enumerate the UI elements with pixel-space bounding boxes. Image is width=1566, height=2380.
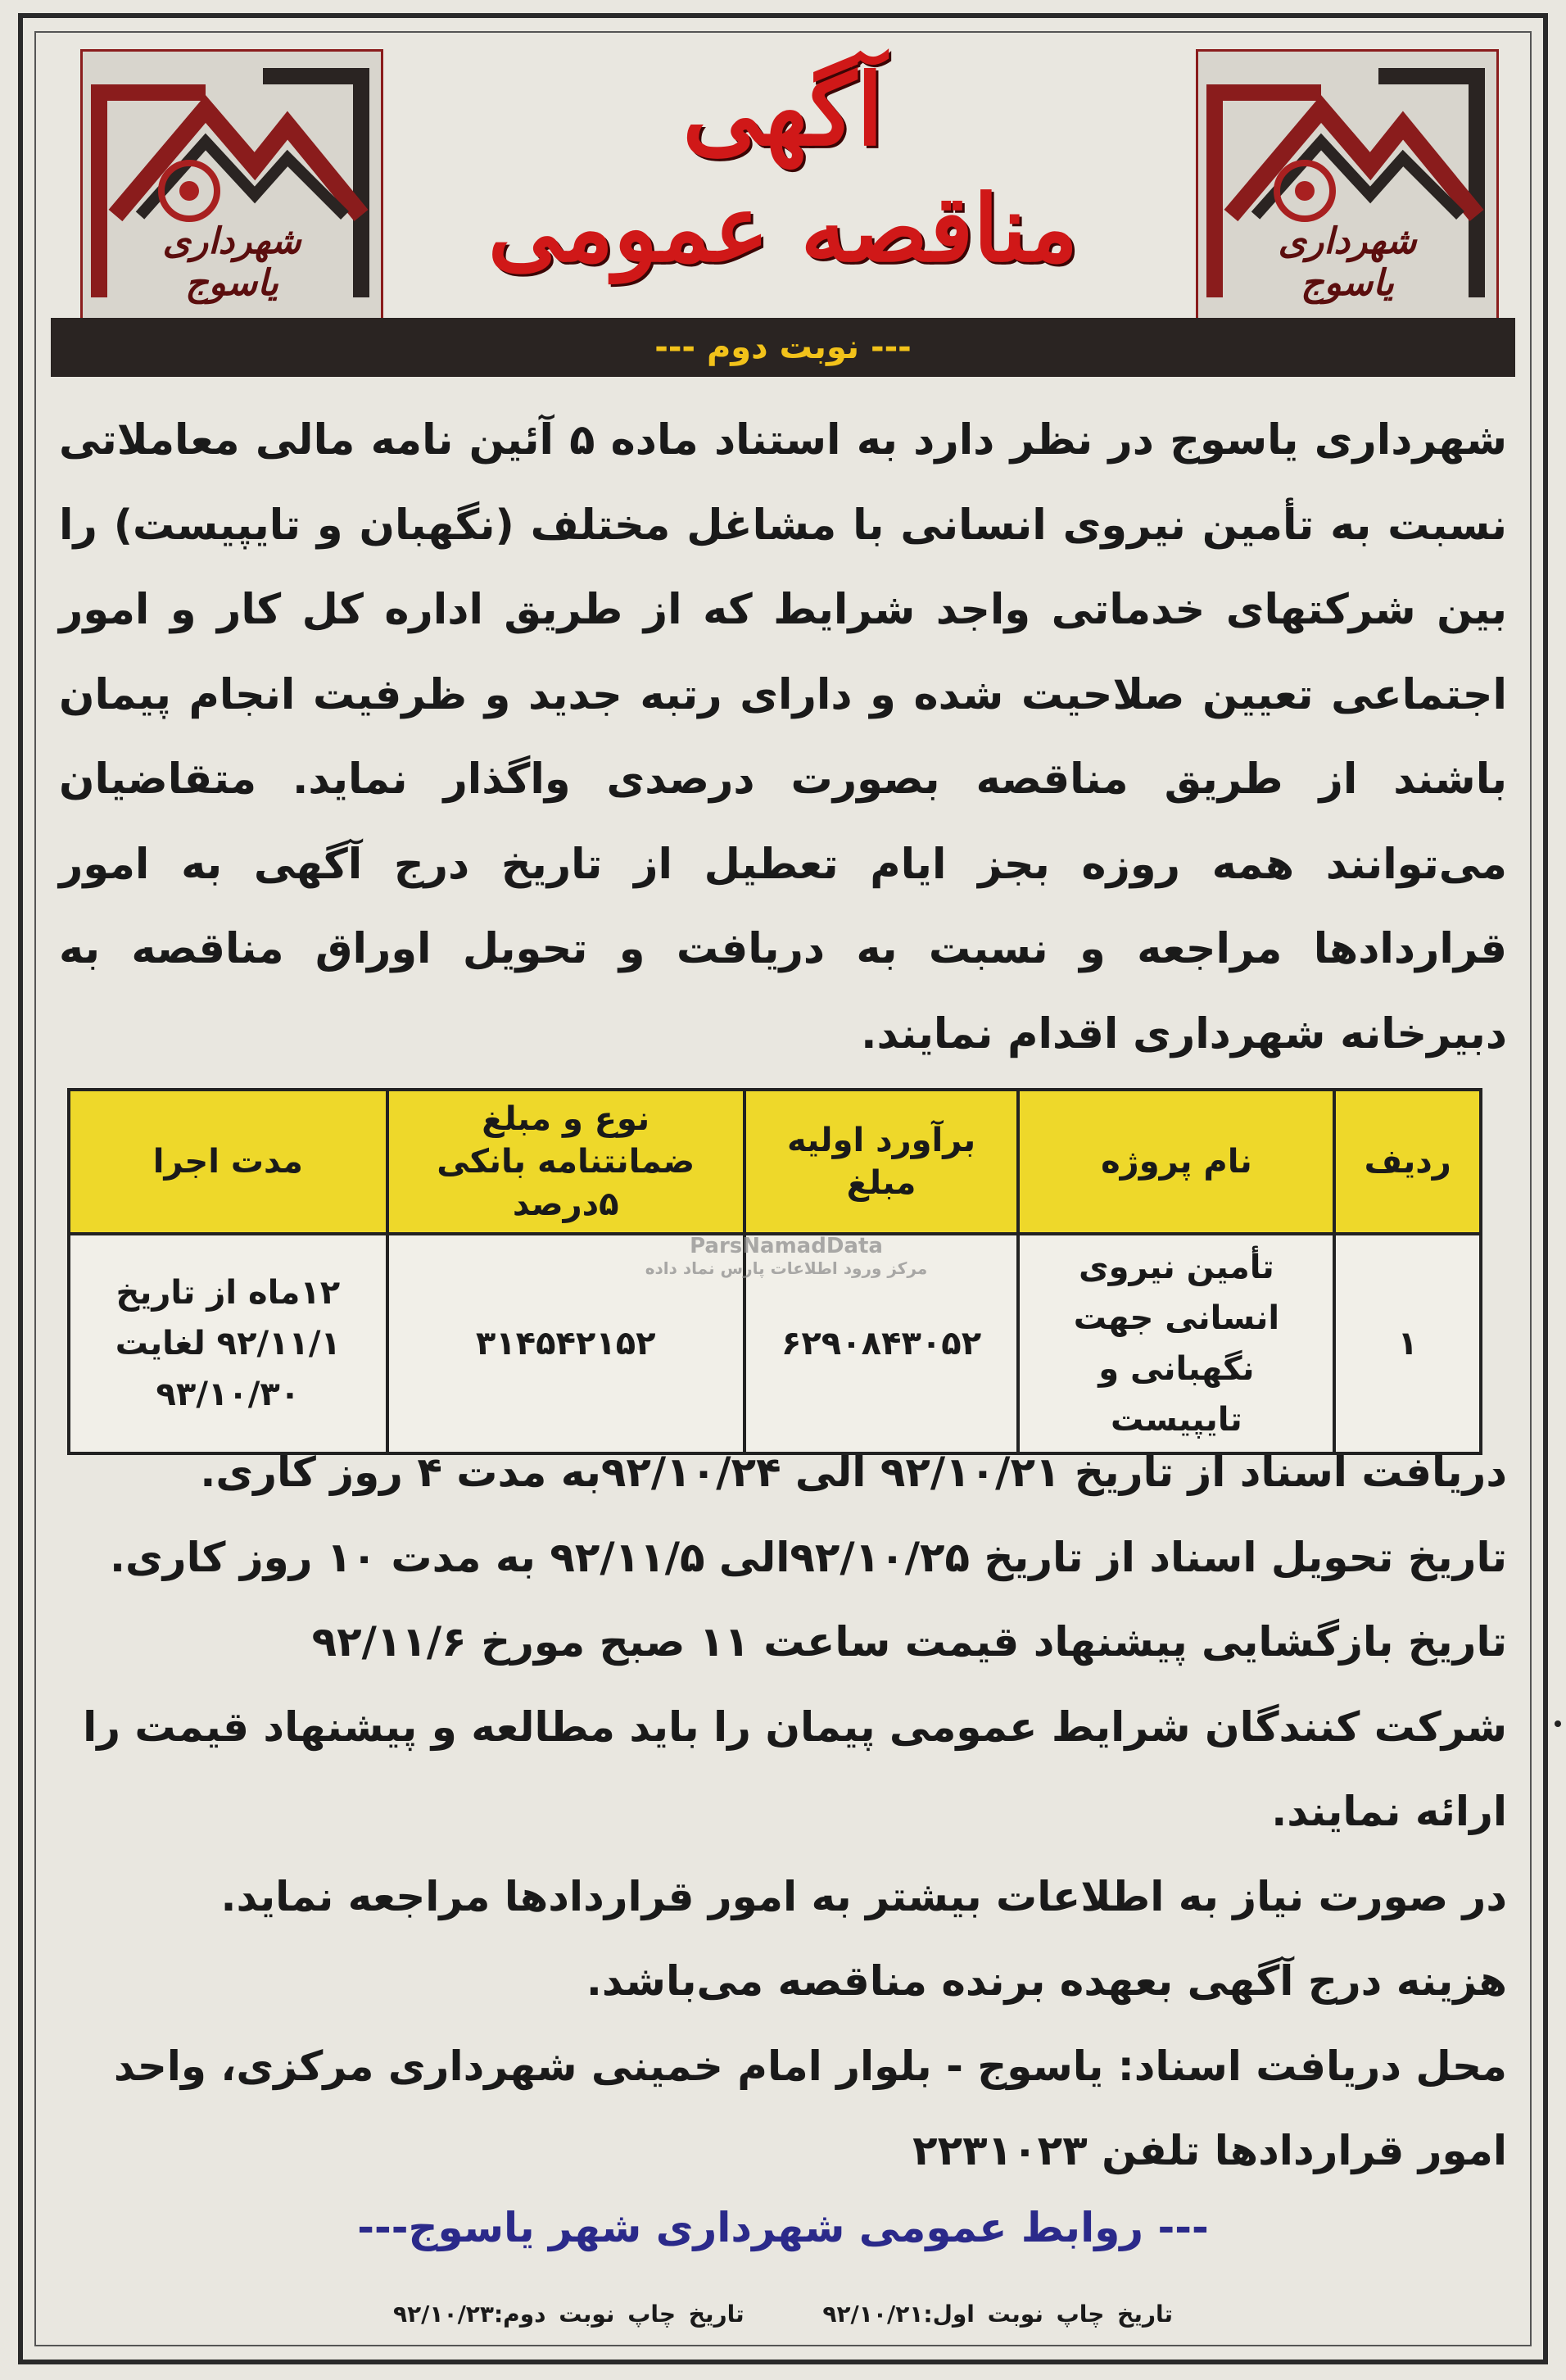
header-row-number: ردیف	[1334, 1090, 1481, 1234]
cell-project-name: تأمین نیروی انسانی جهت نگهبانی و تایپیست	[1018, 1234, 1334, 1453]
public-relations-signature: --- روابط عمومی شهرداری شهر یاسوج---	[357, 2204, 1209, 2251]
detail-participants-note: شرکت کنندگان شرایط عمومی پیمان را باید مطالعه و پیشنهاد قیمت را ارائه نمایند.	[83, 1702, 1507, 1835]
header-estimate: برآورد اولیه مبلغ	[745, 1090, 1019, 1234]
title-block	[411, 49, 1155, 287]
detail-address: محل دریافت اسناد: یاسوج - بلوار امام خمینی شهرداری مرکزی، واحد امور قراردادها تلفن ۲۲۳۱۰۲۳	[113, 2042, 1507, 2174]
municipality-logo-left	[80, 49, 383, 328]
cell-duration: ۱۲ماه از تاریخ ۹۲/۱۱/۱ لغایت ۹۳/۱۰/۳۰	[69, 1234, 387, 1453]
watermark-text	[639, 1234, 934, 1278]
margin-mark	[1555, 1720, 1561, 1727]
notice-title: آگهی	[682, 52, 884, 168]
header-guarantee: نوع و مبلغ ضمانتنامه بانکی ۵درصد	[387, 1090, 745, 1234]
cell-guarantee: ۳۱۴۵۴۲۱۵۲	[387, 1234, 745, 1453]
cell-estimate: ۶۲۹۰۸۴۳۰۵۲	[745, 1234, 1019, 1453]
watermark-tagline: مرکز ورود اطلاعات پارس نماد داده	[645, 1258, 928, 1278]
header-duration: مدت اجرا	[69, 1090, 387, 1234]
turn-banner: --- نوبت دوم ---	[51, 318, 1515, 377]
logo-caption: شهرداری یاسوج	[1278, 220, 1417, 304]
header-project-name: نام پروژه	[1018, 1090, 1334, 1234]
notice-header	[51, 49, 1515, 377]
notice-body: شهرداری یاسوج در نظر دارد به استناد ماده ۵ آئین نامه مالی معاملاتی نسبت به تأمین نیروی انسانی با مشاغل مختلف (نگهبان و تایپیست) را بین شرکتهای خدماتی واجد شرایط که از طریق اداره کل کار و امور اجتماعی تعیین صلاحیت شده و دارای رتبه جدید و ظرفیت انجام پیمان باشند از طریق مناقصه بصورت درصدی واگذار نماید. متقاضیان می‌توانند همه روزه بجز ایام تعطیل از تاریخ درج آگهی به امور قراردادها مراجعه و نسبت به دریافت و تحویل اوراق مناقصه به دبیرخانه شهرداری اقدام نمایند.	[59, 416, 1507, 1059]
detail-opening-date: تاریخ بازگشایی پیشنهاد قیمت ساعت ۱۱ صبح مورخ ۹۲/۱۱/۶	[311, 1618, 1507, 1666]
second-print-date: تاریخ چاپ نوبت دوم:۹۲/۱۰/۲۳	[392, 2301, 745, 2328]
detail-ad-cost: هزینه درج آگهی بعهده برنده مناقصه می‌باشد.	[586, 1957, 1507, 2005]
print-dates	[51, 2301, 1515, 2328]
cell-row-number: ۱	[1334, 1234, 1481, 1453]
municipality-logo-right	[1196, 49, 1499, 328]
notice-subtitle: مناقصه عمومی	[487, 175, 1079, 283]
notice-details	[59, 1430, 1507, 2194]
detail-more-info: در صورت نیاز به اطلاعات بیشتر به امور قراردادها مراجعه نماید.	[220, 1872, 1507, 1920]
detail-documents-receipt: دریافت اسناد از تاریخ ۹۲/۱۰/۲۱ الی ۹۲/۱۰/۲۴به مدت ۴ روز کاری.	[200, 1448, 1507, 1496]
watermark-brand: ParsNamadData	[690, 1234, 883, 1258]
table-header-row	[69, 1090, 1481, 1234]
detail-documents-delivery: تاریخ تحویل اسناد از تاریخ ۹۲/۱۰/۲۵الی ۹۲/۱۱/۵ به مدت ۱۰ روز کاری.	[109, 1533, 1507, 1581]
first-print-date: تاریخ چاپ نوبت اول:۹۲/۱۰/۲۱	[822, 2301, 1174, 2328]
logo-caption: شهرداری یاسوج	[162, 220, 301, 304]
